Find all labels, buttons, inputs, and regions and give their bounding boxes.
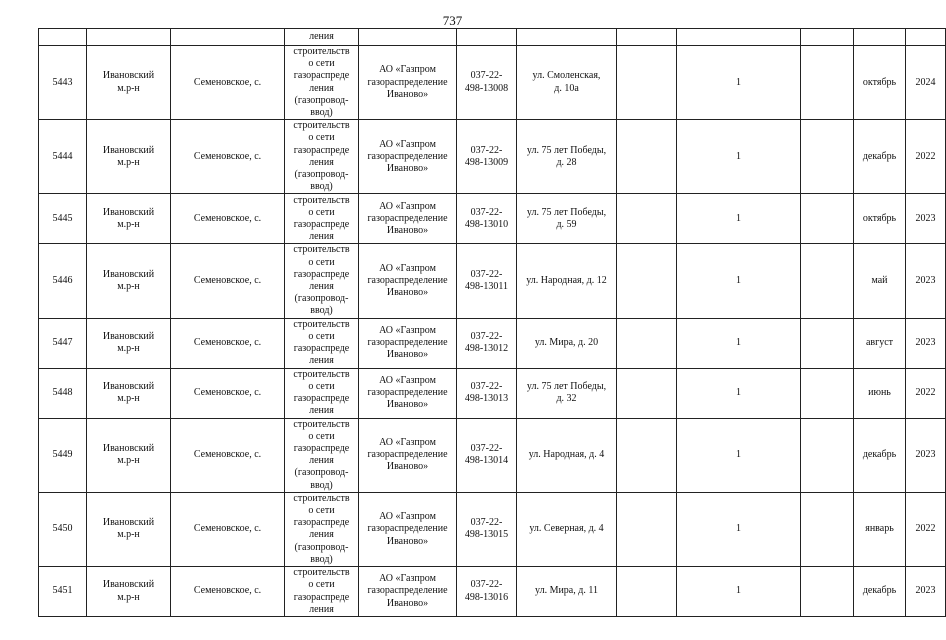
work-type-line: о сети bbox=[308, 430, 335, 442]
object-code-line: 037-22- bbox=[470, 579, 503, 591]
locality bbox=[171, 418, 285, 492]
year bbox=[906, 318, 946, 368]
table-row bbox=[39, 567, 946, 617]
work-type bbox=[285, 318, 359, 368]
quantity-line: 1 bbox=[736, 274, 741, 286]
month-line: июнь bbox=[868, 387, 891, 399]
organization-line: АО «Газпром bbox=[379, 573, 436, 585]
address-line: ул. Мира, д. 11 bbox=[535, 585, 598, 597]
locality bbox=[171, 120, 285, 194]
locality bbox=[171, 368, 285, 418]
locality bbox=[171, 244, 285, 318]
row-number-line: 5446 bbox=[52, 274, 73, 286]
object-code bbox=[457, 46, 517, 120]
organization-line: газораспределение bbox=[367, 387, 448, 399]
district-line: м.р-н bbox=[117, 218, 140, 230]
object-code-line: 498-13015 bbox=[464, 529, 509, 541]
work-type-line: газораспреде bbox=[293, 393, 350, 405]
organization-line: Иваново» bbox=[386, 162, 429, 174]
row-number-line: 5447 bbox=[52, 337, 73, 349]
district bbox=[87, 244, 171, 318]
year-line: 2023 bbox=[915, 212, 936, 224]
organization-line: Иваново» bbox=[386, 287, 429, 299]
work-type-line: ления bbox=[309, 355, 334, 367]
year bbox=[906, 368, 946, 418]
address bbox=[517, 368, 617, 418]
object-code-line: 498-13010 bbox=[464, 218, 509, 230]
work-type-line: ввод) bbox=[310, 553, 333, 565]
work-type-line: ления bbox=[309, 156, 334, 168]
quantity-line: 1 bbox=[736, 449, 741, 461]
work-type bbox=[285, 120, 359, 194]
work-type-line: строительств bbox=[293, 368, 350, 380]
table-row bbox=[39, 318, 946, 368]
address-line: д. 59 bbox=[556, 218, 577, 230]
month-line: декабрь bbox=[862, 585, 897, 597]
organization bbox=[359, 244, 457, 318]
work-type-line: ления bbox=[309, 82, 334, 94]
district-line: Ивановский bbox=[102, 579, 155, 591]
table-row bbox=[39, 368, 946, 418]
organization-line: газораспределение bbox=[367, 150, 448, 162]
year bbox=[906, 567, 946, 617]
district bbox=[87, 368, 171, 418]
quantity bbox=[677, 368, 801, 418]
work-type-line: газораспреде bbox=[293, 218, 350, 230]
work-type-line: о сети bbox=[308, 505, 335, 517]
table-row bbox=[39, 120, 946, 194]
object-code-line: 498-13014 bbox=[464, 455, 509, 467]
district-line: Ивановский bbox=[102, 70, 155, 82]
organization-line: Иваново» bbox=[386, 535, 429, 547]
work-type bbox=[285, 194, 359, 244]
month bbox=[854, 567, 906, 617]
organization-line: газораспределение bbox=[367, 337, 448, 349]
month bbox=[854, 244, 906, 318]
district-line: Ивановский bbox=[102, 380, 155, 392]
object-code-line: 498-13012 bbox=[464, 343, 509, 355]
work-type-line: (газопровод- bbox=[294, 293, 349, 305]
object-code-line: 037-22- bbox=[470, 330, 503, 342]
work-type-line: строительств bbox=[293, 492, 350, 504]
quantity bbox=[677, 418, 801, 492]
organization-line: АО «Газпром bbox=[379, 324, 436, 336]
work-type bbox=[285, 46, 359, 120]
row-number bbox=[39, 120, 87, 194]
table-body bbox=[39, 29, 946, 617]
row-number bbox=[39, 567, 87, 617]
quantity bbox=[677, 120, 801, 194]
district bbox=[87, 318, 171, 368]
continuation-row bbox=[39, 29, 946, 46]
quantity bbox=[677, 492, 801, 566]
empty-cell bbox=[801, 120, 854, 194]
quantity-line: 1 bbox=[736, 150, 741, 162]
month bbox=[854, 368, 906, 418]
empty-cell bbox=[617, 368, 677, 418]
locality-line: Семеновское, с. bbox=[193, 150, 262, 162]
district-line: м.р-н bbox=[117, 591, 140, 603]
object-code bbox=[457, 368, 517, 418]
address bbox=[517, 567, 617, 617]
work-type-line: строительств bbox=[293, 244, 350, 256]
empty-cell bbox=[617, 318, 677, 368]
address-line: ул. Смоленская, bbox=[532, 70, 601, 82]
organization-line: газораспределение bbox=[367, 449, 448, 461]
empty-cell bbox=[801, 194, 854, 244]
address bbox=[517, 244, 617, 318]
quantity-line: 1 bbox=[736, 387, 741, 399]
work-type-line: газораспреде bbox=[293, 591, 350, 603]
work-type-line: строительств bbox=[293, 318, 350, 330]
empty-cell bbox=[617, 244, 677, 318]
quantity-line: 1 bbox=[736, 76, 741, 88]
district-line: м.р-н bbox=[117, 529, 140, 541]
work-type-line: о сети bbox=[308, 579, 335, 591]
locality-line: Семеновское, с. bbox=[193, 76, 262, 88]
year-line: 2022 bbox=[915, 523, 936, 535]
locality bbox=[171, 567, 285, 617]
year-line: 2022 bbox=[915, 150, 936, 162]
work-type-line: о сети bbox=[308, 256, 335, 268]
locality bbox=[171, 318, 285, 368]
work-type-line: ления bbox=[309, 529, 334, 541]
year bbox=[906, 120, 946, 194]
work-type-line: (газопровод- bbox=[294, 541, 349, 553]
locality bbox=[171, 194, 285, 244]
object-code bbox=[457, 492, 517, 566]
object-code-line: 037-22- bbox=[470, 443, 503, 455]
work-type-line: о сети bbox=[308, 380, 335, 392]
address-line: д. 28 bbox=[556, 156, 577, 168]
object-code-line: 037-22- bbox=[470, 144, 503, 156]
locality-line: Семеновское, с. bbox=[193, 387, 262, 399]
month bbox=[854, 46, 906, 120]
address-line: ул. Народная, д. 12 bbox=[526, 274, 607, 286]
quantity bbox=[677, 318, 801, 368]
month bbox=[854, 194, 906, 244]
locality-line: Семеновское, с. bbox=[193, 274, 262, 286]
organization-line: АО «Газпром bbox=[379, 374, 436, 386]
district bbox=[87, 120, 171, 194]
month-line: октябрь bbox=[862, 76, 897, 88]
organization-line: газораспределение bbox=[367, 76, 448, 88]
table-row bbox=[39, 418, 946, 492]
object-code-line: 037-22- bbox=[470, 380, 503, 392]
year-line: 2023 bbox=[915, 449, 936, 461]
work-type-line: ввод) bbox=[310, 305, 333, 317]
empty-cell bbox=[617, 418, 677, 492]
locality bbox=[171, 492, 285, 566]
organization bbox=[359, 120, 457, 194]
organization-line: Иваново» bbox=[386, 399, 429, 411]
district-line: Ивановский bbox=[102, 443, 155, 455]
month bbox=[854, 492, 906, 566]
locality-line: Семеновское, с. bbox=[193, 337, 262, 349]
object-code-line: 037-22- bbox=[470, 268, 503, 280]
organization-line: газораспределение bbox=[367, 212, 448, 224]
locality bbox=[171, 46, 285, 120]
district-line: м.р-н bbox=[117, 393, 140, 405]
work-type-line: ления bbox=[309, 281, 334, 293]
district bbox=[87, 194, 171, 244]
empty-cell bbox=[617, 492, 677, 566]
page-number: 737 bbox=[442, 13, 463, 28]
month-line: декабрь bbox=[862, 449, 897, 461]
work-type bbox=[285, 567, 359, 617]
work-type-line: ления bbox=[309, 405, 334, 417]
address bbox=[517, 194, 617, 244]
organization bbox=[359, 418, 457, 492]
work-type bbox=[285, 492, 359, 566]
gasification-table bbox=[38, 28, 946, 617]
organization bbox=[359, 368, 457, 418]
work-type-line: о сети bbox=[308, 206, 335, 218]
month-line: декабрь bbox=[862, 150, 897, 162]
work-type-line: о сети bbox=[308, 132, 335, 144]
district bbox=[87, 492, 171, 566]
object-code bbox=[457, 244, 517, 318]
address-line: ул. Северная, д. 4 bbox=[529, 523, 604, 535]
quantity-line: 1 bbox=[736, 337, 741, 349]
year-line: 2022 bbox=[915, 387, 936, 399]
organization-line: Иваново» bbox=[386, 349, 429, 361]
district-line: м.р-н bbox=[117, 281, 140, 293]
table-row bbox=[39, 194, 946, 244]
organization bbox=[359, 318, 457, 368]
organization-line: АО «Газпром bbox=[379, 200, 436, 212]
work-type-line: (газопровод- bbox=[294, 467, 349, 479]
organization-line: АО «Газпром bbox=[379, 436, 436, 448]
empty-cell bbox=[801, 368, 854, 418]
object-code-line: 498-13009 bbox=[464, 156, 509, 168]
work-type-line: (газопровод- bbox=[294, 169, 349, 181]
year-line: 2024 bbox=[915, 76, 936, 88]
month-line: октябрь bbox=[862, 212, 897, 224]
row-number bbox=[39, 244, 87, 318]
year-line: 2023 bbox=[915, 585, 936, 597]
address-line: ул. Мира, д. 20 bbox=[534, 337, 599, 349]
object-code bbox=[457, 567, 517, 617]
quantity bbox=[677, 46, 801, 120]
quantity bbox=[677, 567, 801, 617]
work-type-line: строительств bbox=[293, 120, 350, 132]
object-code-line: 037-22- bbox=[470, 206, 503, 218]
organization-line: АО «Газпром bbox=[379, 138, 436, 150]
table-row bbox=[39, 46, 946, 120]
quantity-line: 1 bbox=[736, 523, 741, 535]
row-number-line: 5445 bbox=[52, 212, 73, 224]
work-type bbox=[285, 368, 359, 418]
address-line: ул. 75 лет Победы, bbox=[526, 206, 607, 218]
organization bbox=[359, 492, 457, 566]
year bbox=[906, 492, 946, 566]
work-type-line: ввод) bbox=[310, 479, 333, 491]
empty-cell bbox=[617, 567, 677, 617]
organization bbox=[359, 567, 457, 617]
address bbox=[517, 120, 617, 194]
row-number bbox=[39, 492, 87, 566]
object-code-line: 498-13011 bbox=[465, 281, 508, 293]
year bbox=[906, 194, 946, 244]
empty-cell bbox=[801, 418, 854, 492]
organization-line: газораспределение bbox=[367, 585, 448, 597]
year bbox=[906, 418, 946, 492]
work-type-line: строительств bbox=[293, 567, 350, 579]
row-number bbox=[39, 46, 87, 120]
locality-line: Семеновское, с. bbox=[193, 212, 262, 224]
work-type-line: о сети bbox=[308, 330, 335, 342]
row-number-line: 5448 bbox=[52, 387, 73, 399]
work-type-line: (газопровод- bbox=[294, 94, 349, 106]
empty-cell bbox=[617, 120, 677, 194]
locality-line: Семеновское, с. bbox=[193, 523, 262, 535]
empty-cell bbox=[801, 492, 854, 566]
work-type-line: строительств bbox=[293, 418, 350, 430]
address-line: д. 32 bbox=[556, 393, 577, 405]
organization-line: газораспределение bbox=[367, 523, 448, 535]
object-code-line: 498-13008 bbox=[464, 82, 509, 94]
empty-cell bbox=[617, 46, 677, 120]
organization-line: Иваново» bbox=[386, 88, 429, 100]
object-code-line: 037-22- bbox=[470, 517, 503, 529]
month-line: август bbox=[865, 337, 894, 349]
address-line: ул. Народная, д. 4 bbox=[528, 449, 605, 461]
object-code-line: 498-13016 bbox=[464, 591, 509, 603]
empty-cell bbox=[617, 194, 677, 244]
work-type-line: ления bbox=[309, 455, 334, 467]
work-type-line: газораспреде bbox=[293, 443, 350, 455]
district-line: Ивановский bbox=[102, 268, 155, 280]
empty-cell bbox=[801, 244, 854, 318]
object-code-line: 037-22- bbox=[470, 70, 503, 82]
address-line: ул. 75 лет Победы, bbox=[526, 380, 607, 392]
object-code-line: 498-13013 bbox=[464, 393, 509, 405]
district-line: м.р-н bbox=[117, 343, 140, 355]
work-type-line: газораспреде bbox=[293, 70, 350, 82]
district bbox=[87, 46, 171, 120]
year bbox=[906, 46, 946, 120]
year bbox=[906, 244, 946, 318]
row-number-line: 5444 bbox=[52, 150, 73, 162]
organization-line: АО «Газпром bbox=[379, 64, 436, 76]
month bbox=[854, 120, 906, 194]
address-line: ул. 75 лет Победы, bbox=[526, 144, 607, 156]
object-code bbox=[457, 318, 517, 368]
organization-line: газораспределение bbox=[367, 274, 448, 286]
month-line: май bbox=[871, 274, 888, 286]
empty-cell bbox=[801, 567, 854, 617]
work-type-line: строительств bbox=[293, 194, 350, 206]
address bbox=[517, 46, 617, 120]
district bbox=[87, 418, 171, 492]
row-number-line: 5450 bbox=[52, 523, 73, 535]
row-number bbox=[39, 368, 87, 418]
row-number bbox=[39, 418, 87, 492]
continuation-fragment: ления bbox=[285, 29, 359, 46]
work-type-line: о сети bbox=[308, 58, 335, 70]
work-type-line: газораспреде bbox=[293, 343, 350, 355]
address bbox=[517, 492, 617, 566]
work-type-line: газораспреде bbox=[293, 144, 350, 156]
organization-line: Иваново» bbox=[386, 225, 429, 237]
empty-cell bbox=[801, 318, 854, 368]
table-row bbox=[39, 492, 946, 566]
district-line: Ивановский bbox=[102, 206, 155, 218]
address bbox=[517, 418, 617, 492]
work-type-line: строительств bbox=[293, 46, 350, 57]
work-type bbox=[285, 418, 359, 492]
row-number-line: 5443 bbox=[52, 76, 73, 88]
year-line: 2023 bbox=[915, 337, 936, 349]
district-line: м.р-н bbox=[117, 455, 140, 467]
organization bbox=[359, 194, 457, 244]
organization-line: Иваново» bbox=[386, 461, 429, 473]
district bbox=[87, 567, 171, 617]
work-type-line: газораспреде bbox=[293, 517, 350, 529]
district-line: Ивановский bbox=[102, 517, 155, 529]
month-line: январь bbox=[865, 523, 894, 535]
organization-line: Иваново» bbox=[386, 597, 429, 609]
locality-line: Семеновское, с. bbox=[193, 585, 262, 597]
row-number bbox=[39, 318, 87, 368]
address-line: д. 10а bbox=[554, 82, 579, 94]
district-line: Ивановский bbox=[102, 144, 155, 156]
month bbox=[854, 418, 906, 492]
quantity bbox=[677, 194, 801, 244]
quantity bbox=[677, 244, 801, 318]
district-line: м.р-н bbox=[117, 156, 140, 168]
quantity-line: 1 bbox=[736, 212, 741, 224]
object-code bbox=[457, 120, 517, 194]
empty-cell bbox=[801, 46, 854, 120]
work-type bbox=[285, 244, 359, 318]
district-line: м.р-н bbox=[117, 82, 140, 94]
year-line: 2023 bbox=[915, 274, 936, 286]
address bbox=[517, 318, 617, 368]
locality-line: Семеновское, с. bbox=[193, 449, 262, 461]
quantity-line: 1 bbox=[736, 585, 741, 597]
organization bbox=[359, 46, 457, 120]
work-type-line: ввод) bbox=[310, 181, 333, 193]
row-number-line: 5451 bbox=[52, 585, 73, 597]
table-row bbox=[39, 244, 946, 318]
row-number bbox=[39, 194, 87, 244]
row-number-line: 5449 bbox=[52, 449, 73, 461]
object-code bbox=[457, 194, 517, 244]
work-type-line: ввод) bbox=[310, 107, 333, 119]
work-type-line: ления bbox=[309, 603, 334, 615]
object-code bbox=[457, 418, 517, 492]
district-line: Ивановский bbox=[102, 330, 155, 342]
work-type-line: ления bbox=[309, 231, 334, 243]
organization-line: АО «Газпром bbox=[379, 511, 436, 523]
month bbox=[854, 318, 906, 368]
work-type-line: газораспреде bbox=[293, 268, 350, 280]
organization-line: АО «Газпром bbox=[379, 262, 436, 274]
